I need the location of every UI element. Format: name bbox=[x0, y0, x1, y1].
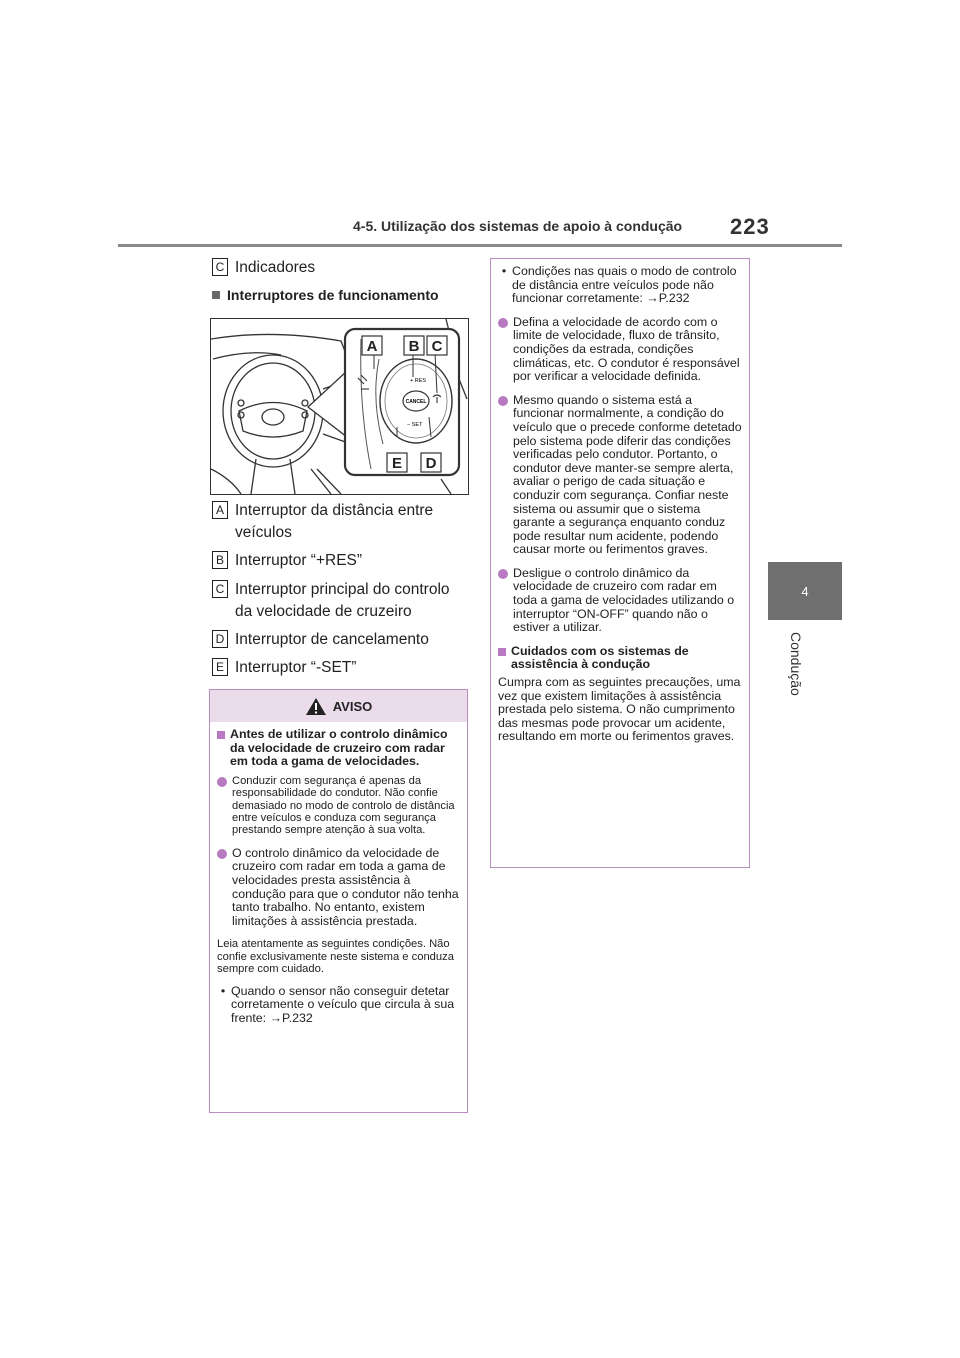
steering-wheel-drawing bbox=[211, 319, 468, 494]
label-box: E bbox=[212, 658, 228, 676]
legend-text: Interruptor “+RES” bbox=[235, 552, 363, 569]
figure-label-a: A bbox=[366, 338, 378, 355]
info-bullet-text: Defina a velocidade de acordo com o limite de velocidade, fluxo de trânsito, condições da estrada, condições climáticas, etc. O condutor é responsável por verificar a velocidade definida. bbox=[513, 314, 740, 384]
round-bullet bbox=[217, 777, 227, 787]
legend-item-c bbox=[212, 579, 450, 623]
info-bullet bbox=[498, 394, 742, 557]
legend-text: Interruptor de cancelamento bbox=[235, 631, 429, 648]
square-bullet bbox=[217, 731, 225, 739]
label-box: C bbox=[212, 258, 228, 276]
square-bullet bbox=[498, 648, 506, 656]
info-heading-text: Cuidados com os sistemas de assistência à condução bbox=[511, 643, 689, 672]
legend-text: Indicadores bbox=[235, 259, 316, 276]
warning-paragraph: Leia atentamente as seguintes condições. Não confie exclusivamente neste sistema e conduza sempre com cuidado. bbox=[217, 938, 454, 976]
figure-label-d: D bbox=[425, 455, 437, 472]
info-sub-item-text: Condições nas quais o modo de controlo de distância entre veículos pode não funcionar corretamente: →P.232 bbox=[512, 264, 737, 306]
label-box: C bbox=[212, 580, 228, 598]
square-bullet bbox=[212, 291, 220, 299]
round-bullet bbox=[217, 849, 227, 859]
legend-item-a bbox=[212, 500, 433, 544]
label-box: A bbox=[212, 501, 228, 519]
warning-heading bbox=[217, 728, 460, 769]
round-bullet bbox=[498, 396, 508, 406]
warning-bullet bbox=[217, 847, 460, 929]
info-bullet bbox=[498, 567, 742, 635]
warning-bullet bbox=[217, 775, 460, 837]
legend-text: Interruptor “-SET” bbox=[235, 659, 357, 676]
warning-triangle-icon bbox=[305, 697, 327, 716]
res-switch-label: + RES bbox=[410, 378, 427, 384]
middle-dot-bullet: • bbox=[501, 264, 507, 278]
label-box: D bbox=[212, 630, 228, 648]
legend-text: Interruptor da distância entre bbox=[235, 502, 434, 519]
info-heading bbox=[498, 645, 742, 672]
cancel-switch-label: CANCEL bbox=[405, 399, 427, 405]
page-number: 223 bbox=[730, 214, 770, 239]
chapter-tab bbox=[768, 562, 842, 620]
warning-sub-item-text: Quando o sensor não conseguir detetar corretamente o veículo que circula à sua frente: →P.232 bbox=[231, 983, 455, 1025]
header-rule bbox=[118, 244, 842, 247]
warning-box bbox=[209, 689, 468, 1113]
figure-label-c: C bbox=[431, 338, 443, 355]
warning-title: AVISO bbox=[332, 698, 373, 714]
info-bullet-text: Desligue o controlo dinâmico da velocidade de cruzeiro com radar em toda a gama de velocidades utilizando o interruptor “ON-OFF” quando não o estiver a utilizar. bbox=[513, 565, 735, 635]
middle-dot-bullet: • bbox=[220, 983, 226, 998]
set-switch-label: − SET bbox=[407, 422, 423, 428]
legend-text: Interruptor principal do controlo bbox=[235, 581, 450, 598]
info-bullet-text: Mesmo quando o sistema está a funcionar normalmente, a condição do veículo que o precede conforme detetado pelo sistema pode diferir das condições verificadas pelo condutor. Portanto, o condutor deve manter-se sempre alerta, avaliar o perigo de cada situação e conduzir com segurança. Confiar neste sistema ou assumir que o sistema garante a segurança enquanto conduz pode resultar num acidente, podendo causar morte ou ferimentos graves. bbox=[513, 392, 742, 557]
warning-header bbox=[210, 690, 467, 722]
info-box bbox=[490, 258, 750, 868]
warning-bullet-text: O controlo dinâmico da velocidade de cruzeiro com radar em toda a gama de velocidades presta assistência à condução para que o condutor não tenha tanto trabalho. No entanto, existem limitações à assistência prestada. bbox=[232, 845, 459, 928]
chapter-number: 4 bbox=[801, 583, 809, 599]
label-box: B bbox=[212, 551, 228, 569]
round-bullet bbox=[498, 318, 508, 328]
figure-label-e: E bbox=[391, 455, 403, 472]
legend-indicators bbox=[212, 257, 315, 279]
section-heading bbox=[212, 287, 439, 303]
legend-text-continued: veículos bbox=[235, 524, 292, 541]
legend-text-continued: da velocidade de cruzeiro bbox=[235, 603, 412, 620]
chapter-label: Condução bbox=[788, 632, 804, 696]
legend-item-b bbox=[212, 550, 362, 572]
section-heading-text: Interruptores de funcionamento bbox=[227, 287, 439, 303]
info-paragraph: Cumpra com as seguintes precauções, uma vez que existem limitações à assistência prestada pelo sistema. O não cumprimento das mesmas pode provocar um acidente, resultando em morte ou ferimentos graves. bbox=[498, 675, 741, 744]
legend-item-d bbox=[212, 629, 429, 651]
steering-switch-illustration bbox=[210, 318, 469, 495]
info-sub-item bbox=[498, 265, 742, 306]
warning-heading-text: Antes de utilizar o controlo dinâmico da velocidade de cruzeiro com radar em toda a gama de velocidades. bbox=[230, 727, 448, 769]
round-bullet bbox=[498, 569, 508, 579]
header-title: 4-5. Utilização dos sistemas de apoio à condução bbox=[353, 218, 683, 234]
figure-label-b: B bbox=[408, 338, 420, 355]
info-bullet bbox=[498, 316, 742, 384]
warning-bullet-text: Conduzir com segurança é apenas da responsabilidade do condutor. Não confie demasiado no modo de controlo de distância entre veículos e conduza com segurança prestando sempre atenção à sua volta. bbox=[232, 774, 455, 837]
warning-sub-item bbox=[217, 985, 460, 1026]
legend-item-e bbox=[212, 657, 356, 679]
